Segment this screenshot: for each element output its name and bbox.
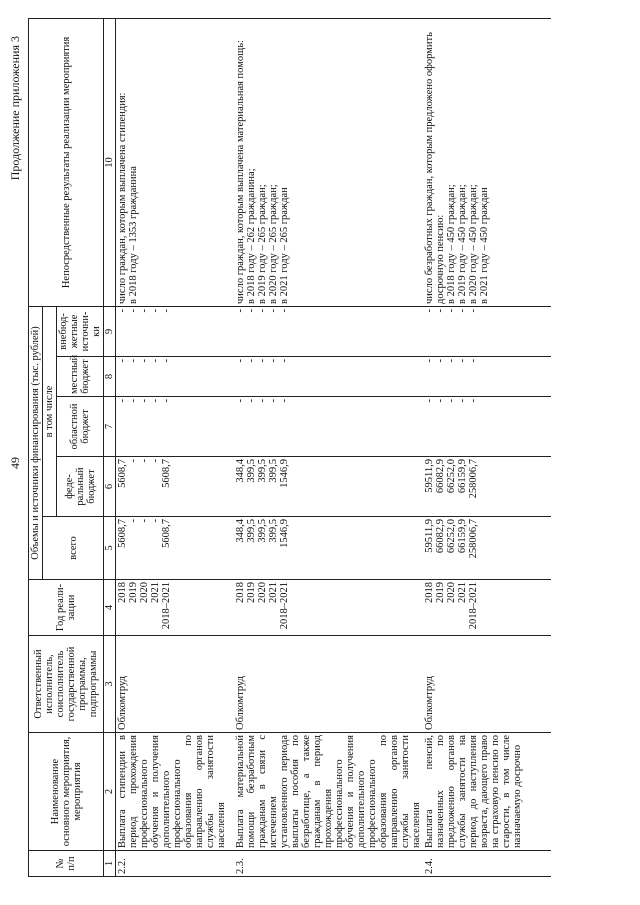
funding-regional: - - - - - — [234, 397, 423, 457]
col-index: 9 — [104, 306, 116, 356]
table-row — [234, 18, 423, 876]
funding-total: 59511,9 66082,9 66252,0 66159,9 258006,7 — [423, 517, 551, 580]
header-funding: Объемы и источники финансирования (тыс. рублей) — [29, 306, 43, 579]
col-index: 3 — [104, 636, 116, 733]
funding-federal: 348,4 399,5 399,5 399,5 1546,9 — [234, 457, 423, 517]
activity-result: число граждан, которым выплачена материальная помощь: в 2018 году – 262 гражданина; в 2019 году – 265 граждан; в 2020 году – 265 граждан; в 2021 году – 265 граждан — [234, 18, 423, 306]
table-body — [116, 18, 551, 876]
header-extrabudgetary: внебюд-жетные источни-ки — [57, 306, 104, 356]
activity-name: Выплата материальной помощи безработным гражданам в связи с истечением установленного периода выплаты пособия по безработице, а также гражданам в период прохождения профессионального обучения и получения дополнительного профессионального образования по направлению органов службы занятости населения — [234, 733, 423, 851]
header-year: Год реали-зации — [29, 580, 104, 636]
appendix-continuation-label: Продолжение приложения 3 — [8, 36, 22, 181]
col-index: 2 — [104, 733, 116, 851]
col-index: 1 — [104, 851, 116, 877]
header-executor: Ответственный исполнитель, соисполнитель государственной программы, подпрограммы — [29, 636, 104, 733]
funding-extrabudgetary: - - - - - — [116, 306, 234, 356]
table-row — [423, 18, 551, 876]
header-activity-name: Наименование основного мероприятия, мероприятия — [29, 733, 104, 851]
row-number: 2.3. — [234, 851, 423, 877]
col-index: 8 — [104, 357, 116, 397]
col-index: 10 — [104, 18, 116, 306]
executor: Облкомтруд — [116, 636, 234, 733]
years: 2018 2019 2020 2021 2018–2021 — [423, 580, 551, 636]
table-header — [29, 18, 116, 876]
funding-federal: 5608,7 - - - 5608,7 — [116, 457, 234, 517]
years: 2018 2019 2020 2021 2018–2021 — [116, 580, 234, 636]
col-index: 5 — [104, 517, 116, 580]
funding-total: 348,4 399,5 399,5 399,5 1546,9 — [234, 517, 423, 580]
funding-local: - - - - - — [234, 357, 423, 397]
funding-regional: - - - - - — [116, 397, 234, 457]
activity-result: число безработных граждан, которым предложено оформить досрочную пенсию: в 2018 году – 450 граждан; в 2019 году – 450 граждан; в 2020 году – 450 граждан; в 2021 году – 450 граждан — [423, 18, 551, 306]
header-results: Непосредственные результаты реализации мероприятия — [29, 18, 104, 306]
funding-local: - - - - - — [423, 357, 551, 397]
row-number: 2.4. — [423, 851, 551, 877]
program-activities-table — [28, 18, 551, 877]
activity-name: Выплата стипендии в период прохождения профессионального обучения и получения дополнительного профессионального образования по направлению органов службы занятости населения — [116, 733, 234, 851]
funding-total: 5608,7 - - - 5608,7 — [116, 517, 234, 580]
funding-extrabudgetary: - - - - - — [423, 306, 551, 356]
header-federal-budget: феде-ральный бюджет — [57, 457, 104, 517]
table-row — [116, 18, 234, 876]
header-regional-budget: областной бюджет — [57, 397, 104, 457]
activity-name: Выплата пенсий, назначенных по предложению органов службы занятости на период до наступления возраста, дающего право на страховую пенсию по старости, в том числе назначаемую досрочно — [423, 733, 551, 851]
executor: Облкомтруд — [234, 636, 423, 733]
col-index: 7 — [104, 397, 116, 457]
col-index: 4 — [104, 580, 116, 636]
header-total: всего — [43, 517, 104, 580]
funding-federal: 59511,9 66082,9 66252,0 66159,9 258006,7 — [423, 457, 551, 517]
header-num: № п/п — [29, 851, 104, 877]
header-including: в том числе — [43, 306, 57, 516]
page-number: 49 — [8, 457, 22, 469]
activity-result: число граждан, которым выплачена стипендия: в 2018 году – 1353 гражданина — [116, 18, 234, 306]
header-local-budget: местный бюджет — [57, 357, 104, 397]
funding-regional: - - - - - — [423, 397, 551, 457]
years: 2018 2019 2020 2021 2018–2021 — [234, 580, 423, 636]
funding-extrabudgetary: - - - - - — [234, 306, 423, 356]
column-index-row — [104, 18, 116, 876]
executor: Облкомтруд — [423, 636, 551, 733]
row-number: 2.2. — [116, 851, 234, 877]
funding-local: - - - - - — [116, 357, 234, 397]
col-index: 6 — [104, 457, 116, 517]
